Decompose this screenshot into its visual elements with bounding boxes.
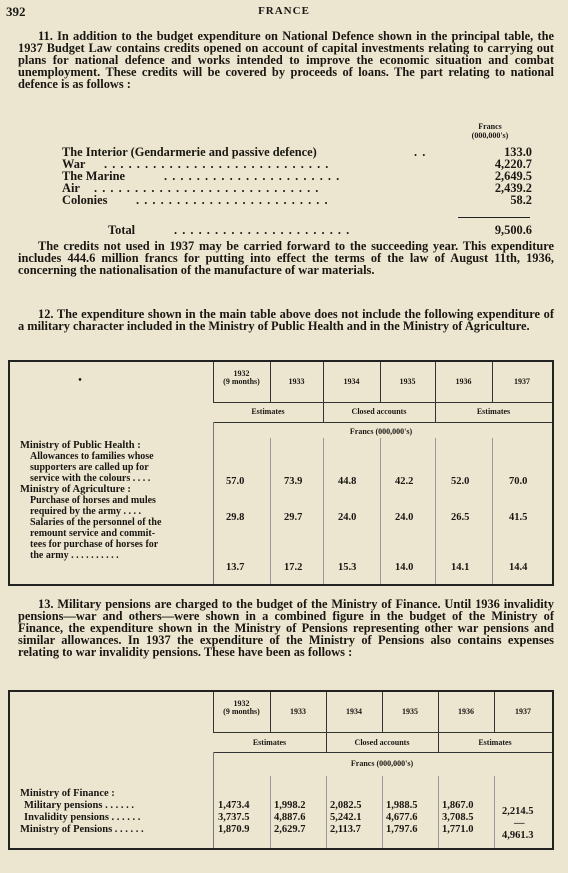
table-cell: 1,870.9: [218, 824, 250, 835]
col-1932-note: (9 months): [223, 377, 260, 386]
col-1936: 1936: [458, 707, 474, 716]
row-label: remount service and commit-: [30, 528, 156, 539]
group-estimates: Estimates: [252, 738, 287, 747]
leader-dots: . .: [414, 145, 427, 159]
unit-head: Francs: [478, 122, 502, 131]
row-label: Purchase of horses and mules: [30, 495, 156, 506]
group-estimates: Estimates: [476, 407, 511, 416]
row-label: required by the army . . . .: [30, 506, 142, 517]
section-13-paragraph: 13. Military pensions are charged to the budget of the Ministry of Finance. Until 1936 invalidity pensions—war and others—were shown in a combined figure in the budget of the Ministry of Finance, the expenditure shown in the Ministry of Pensions representing other war pensions and similar allowances. In 1937 the expenditure of the Ministry of Pensions also contains expenses relating to war invalidity pensions. These have been as follows :: [18, 597, 554, 659]
col-1932: [213, 370, 270, 386]
col-1932-year: 1932: [233, 369, 250, 378]
col-1934: 1934: [343, 377, 360, 386]
table-cell: 1,998.2: [274, 800, 306, 811]
table-cell: 1,771.0: [442, 824, 474, 835]
header-marker: •: [78, 375, 82, 386]
table-cell: 1,988.5: [386, 800, 418, 811]
unit-label: Francs (000,000's): [349, 427, 413, 436]
col-1932-year: 1932: [233, 699, 250, 708]
credit-label: Air: [62, 181, 80, 195]
table-cell: 2,082.5: [330, 800, 362, 811]
table-cell: 70.0: [509, 476, 528, 487]
table-cell: 29.8: [226, 512, 245, 523]
credit-value: 2,439.2: [494, 181, 532, 195]
col-1932: [213, 700, 270, 716]
unit-label: Francs (000,000's): [350, 759, 414, 768]
row-label: Salaries of the personnel of the: [30, 517, 162, 528]
row-label: Ministry of Pensions . . . . . .: [20, 824, 144, 835]
row-label: Ministry of Finance :: [20, 788, 115, 799]
total-row: [62, 224, 532, 236]
col-1937: 1937: [515, 707, 531, 716]
col-1932-note: (9 months): [223, 707, 260, 716]
table-cell: 26.5: [451, 512, 470, 523]
group-estimates: Estimates: [251, 407, 285, 416]
military-pensions-table: [8, 690, 554, 850]
table-cell: 14.1: [451, 562, 470, 573]
table-cell: 29.7: [284, 512, 303, 523]
table-cell: 73.9: [284, 476, 303, 487]
credit-label: War: [62, 157, 86, 171]
leader-dots: . . . . . . . . . . . . . . . . . . . . . .: [164, 169, 341, 183]
group-closed-accounts: Closed accounts: [354, 738, 410, 747]
credit-label: The Interior (Gendarmerie and passive defence): [62, 145, 317, 159]
row-label: service with the colours . . . .: [30, 473, 151, 484]
col-1934: 1934: [346, 707, 362, 716]
francs-unit-header: [460, 122, 520, 140]
row-label: the army . . . . . . . . . .: [30, 550, 119, 561]
table-cell: 41.5: [509, 512, 528, 523]
table-cell: 44.8: [338, 476, 357, 487]
credit-value: 133.0: [504, 145, 532, 159]
row-label: Ministry of Public Health :: [20, 440, 141, 451]
row-label: supporters are called up for: [30, 462, 149, 473]
section-12-paragraph: 12. The expenditure shown in the main table above does not include the following expenditure of a military character included in the Ministry of Public Health and in the Ministry of Agriculture.: [18, 307, 554, 333]
military-expenditure-table: [8, 360, 554, 586]
leader-dots: . . . . . . . . . . . . . . . . . . . . . . . . . . . .: [94, 181, 320, 195]
credit-value: 4,220.7: [494, 157, 532, 171]
group-estimates: Estimates: [478, 738, 512, 747]
table-cell: 5,242.1: [330, 812, 362, 823]
leader-dots: . . . . . . . . . . . . . . . . . . . . . . . .: [136, 193, 329, 207]
credit-value: 58.2: [510, 193, 532, 207]
total-rule: [458, 217, 530, 218]
row-label: tees for purchase of horses for: [30, 539, 159, 550]
table-cell: 14.4: [509, 562, 528, 573]
page-header: [6, 4, 562, 20]
page-number: 392: [6, 4, 26, 19]
table-cell: 1,797.6: [386, 824, 418, 835]
table-cell: 1,473.4: [218, 800, 250, 811]
table-cell: 24.0: [395, 512, 414, 523]
table-cell: 42.2: [395, 476, 414, 487]
unit-sub: (000,000's): [471, 131, 509, 140]
row-label: Allowances to families whose: [30, 451, 154, 462]
table-cell: 24.0: [338, 512, 357, 523]
section-11-paragraph: 11. In addition to the budget expenditure on National Defence shown in the principal table, the 1937 Budget Law contains credits opened on account of capital investments relating to carrying out plans for national defence and works intended to improve the economic situation and combat unemployment. These credits will be covered by proceeds of loans. The part relating to national defence is as follows :: [18, 29, 554, 91]
total-value: 9,500.6: [494, 223, 532, 237]
credit-label: The Marine: [62, 169, 125, 183]
table-cell: 3,737.5: [218, 812, 250, 823]
credit-row: [62, 194, 532, 206]
table-cell: 2,214.5: [502, 806, 534, 817]
table-cell: 57.0: [226, 476, 245, 487]
table-cell: 3,708.5: [442, 812, 474, 823]
row-label: Military pensions . . . . . .: [24, 800, 134, 811]
col-1935: 1935: [399, 377, 416, 386]
total-label: Total: [108, 223, 136, 237]
table-cell: 4,677.6: [386, 812, 418, 823]
credit-label: Colonies: [62, 193, 108, 207]
table-cell: 2,113.7: [330, 824, 361, 835]
table-cell: 13.7: [226, 562, 245, 573]
col-1935: 1935: [402, 707, 418, 716]
col-1933: 1933: [290, 707, 306, 716]
row-label: Invalidity pensions . . . . . .: [24, 812, 141, 823]
group-closed-accounts: Closed accounts: [351, 407, 407, 416]
table-cell: —: [514, 818, 525, 829]
table-cell: 4,887.6: [274, 812, 306, 823]
col-1936: 1936: [455, 377, 472, 386]
table-cell: 17.2: [284, 562, 303, 573]
table-cell: 4,961.3: [502, 830, 534, 841]
col-1937: 1937: [514, 377, 530, 386]
col-1933: 1933: [288, 377, 305, 386]
table-cell: 1,867.0: [442, 800, 474, 811]
table-cell: 15.3: [338, 562, 357, 573]
table-cell: 14.0: [395, 562, 414, 573]
leader-dots: . . . . . . . . . . . . . . . . . . . . . .: [174, 223, 351, 237]
section-11-after-paragraph: The credits not used in 1937 may be carried forward to the succeeding year. This expenditure includes 444.6 million francs for putting into effect the terms of the law of August 11th, 1936, concerning the nationalisation of the manufacture of war materials.: [18, 239, 554, 277]
row-label: Ministry of Agriculture :: [20, 484, 131, 495]
table-cell: 2,629.7: [274, 824, 306, 835]
running-title: FRANCE: [258, 5, 310, 17]
leader-dots: . . . . . . . . . . . . . . . . . . . . . . . . . . . .: [104, 157, 330, 171]
credit-value: 2,649.5: [494, 169, 532, 183]
table-cell: 52.0: [451, 476, 470, 487]
